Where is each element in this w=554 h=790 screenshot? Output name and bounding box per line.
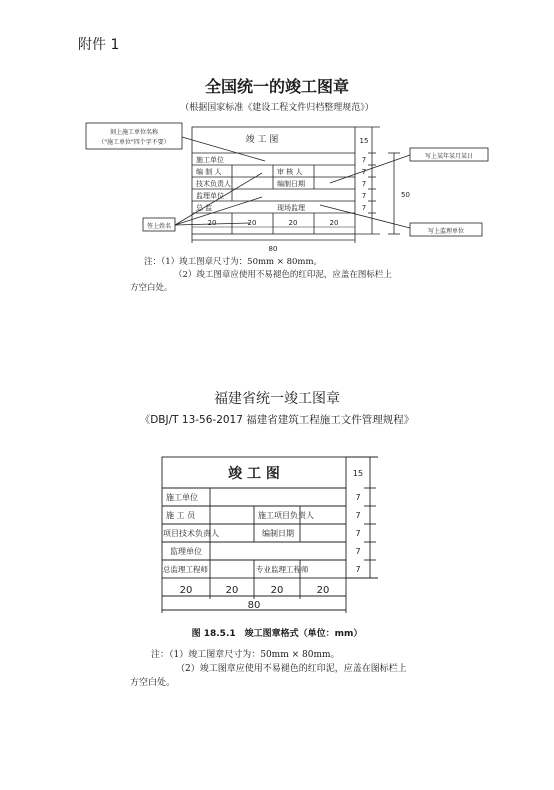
stamp1-row-height-2: 7 — [361, 168, 367, 176]
section2-note-3: 方空白处。 — [130, 678, 176, 688]
callout-left-top-line1: 刻上施工单位名称 — [109, 129, 159, 136]
section1-title: 全国统一的竣工图章 — [204, 77, 349, 96]
section1-subtitle: （根据国家标准《建设工程文件归档整理规范》） — [180, 103, 374, 113]
stamp1-title: 竣 工 图 — [245, 135, 279, 145]
stamp1-field-2: 审 核 人 — [277, 168, 303, 176]
stamp1-col-width-3: 20 — [329, 219, 339, 227]
stamp2-row-height-1: 7 — [355, 493, 361, 502]
stamp2-col-width-2: 20 — [270, 585, 284, 596]
stamp1-field-0: 施工单位 — [196, 156, 224, 164]
section2-subtitle: 《DBJ/T 13-56-2017 福建省建筑工程施工文件管理规程》 — [139, 414, 415, 426]
stamp2-field-7: 专业监理工程师 — [256, 565, 309, 574]
stamp2-field-2: 施工项目负责人 — [258, 511, 314, 520]
stamp1-row-height-3: 7 — [361, 180, 367, 188]
stamp2-total-width: 80 — [247, 600, 261, 611]
stamp2-field-4: 编制日期 — [262, 529, 294, 538]
section2-caption: 图 18.5.1 竣工图章格式（单位：mm） — [191, 629, 363, 639]
stamp1-row-height-1: 7 — [361, 156, 367, 164]
section1-note-2: （2）竣工图章应使用不易褪色的红印泥，应盖在图标栏上 — [174, 270, 392, 280]
stamp2-row-height-2: 7 — [355, 511, 361, 520]
stamp1-total-height: 50 — [401, 191, 410, 199]
stamp1-field-5: 监理单位 — [196, 192, 224, 200]
section1-note-3: 方空白处。 — [130, 283, 173, 293]
stamp2-field-3: 项目技术负责人 — [163, 529, 219, 538]
stamp2-col-width-1: 20 — [225, 585, 239, 596]
callout-left-bottom: 签上姓名 — [146, 223, 172, 230]
attachment-label: 附件 1 — [78, 37, 120, 53]
section2-title: 福建省统一竣工图章 — [214, 391, 340, 407]
section2-note-2: （2）竣工图章应使用不易褪色的红印泥，应盖在图标栏上 — [176, 664, 407, 674]
section2-note-1: 注：（1）竣工图章尺寸为：50mm × 80mm。 — [151, 650, 340, 660]
stamp1-field-7: 现场监理 — [277, 204, 305, 212]
callout-left-top-line2: （"施工单位"四个字不要） — [98, 139, 170, 146]
callout-right-bottom: 写上监理单位 — [427, 228, 465, 235]
stamp2-field-1: 施 工 员 — [166, 511, 196, 520]
stamp-diagram-2 — [0, 450, 554, 630]
stamp2-row-height-0: 15 — [352, 469, 364, 478]
stamp1-field-4: 编制日期 — [277, 180, 305, 188]
stamp-diagram-1 — [0, 115, 554, 275]
callout-right-top: 写上某年某月某日 — [424, 153, 474, 160]
stamp2-row-height-4: 7 — [355, 547, 361, 556]
stamp2-row-height-3: 7 — [355, 529, 361, 538]
stamp1-field-1: 编 制 人 — [196, 168, 222, 176]
section1-note-1: 注：（1）竣工图章尺寸为：50mm × 80mm。 — [144, 257, 323, 267]
stamp1-row-height-0: 15 — [359, 137, 369, 145]
stamp1-field-3: 技术负责人 — [196, 180, 231, 188]
stamp1-col-width-1: 20 — [247, 219, 257, 227]
stamp1-row-height-5: 7 — [361, 204, 367, 212]
stamp2-col-width-3: 20 — [316, 585, 330, 596]
stamp2-field-0: 施工单位 — [166, 493, 198, 502]
stamp2-row-height-5: 7 — [355, 565, 361, 574]
stamp1-col-width-2: 20 — [288, 219, 298, 227]
stamp2-field-6: 总监理工程师 — [163, 565, 208, 574]
stamp1-col-width-0: 20 — [207, 219, 217, 227]
stamp2-title: 竣 工 图 — [228, 466, 280, 482]
stamp2-field-5: 监理单位 — [170, 547, 202, 556]
stamp2-col-width-0: 20 — [179, 585, 193, 596]
stamp1-field-6: 总 监 — [196, 204, 213, 212]
stamp1-row-height-4: 7 — [361, 192, 367, 200]
stamp1-total-width: 80 — [268, 245, 278, 253]
